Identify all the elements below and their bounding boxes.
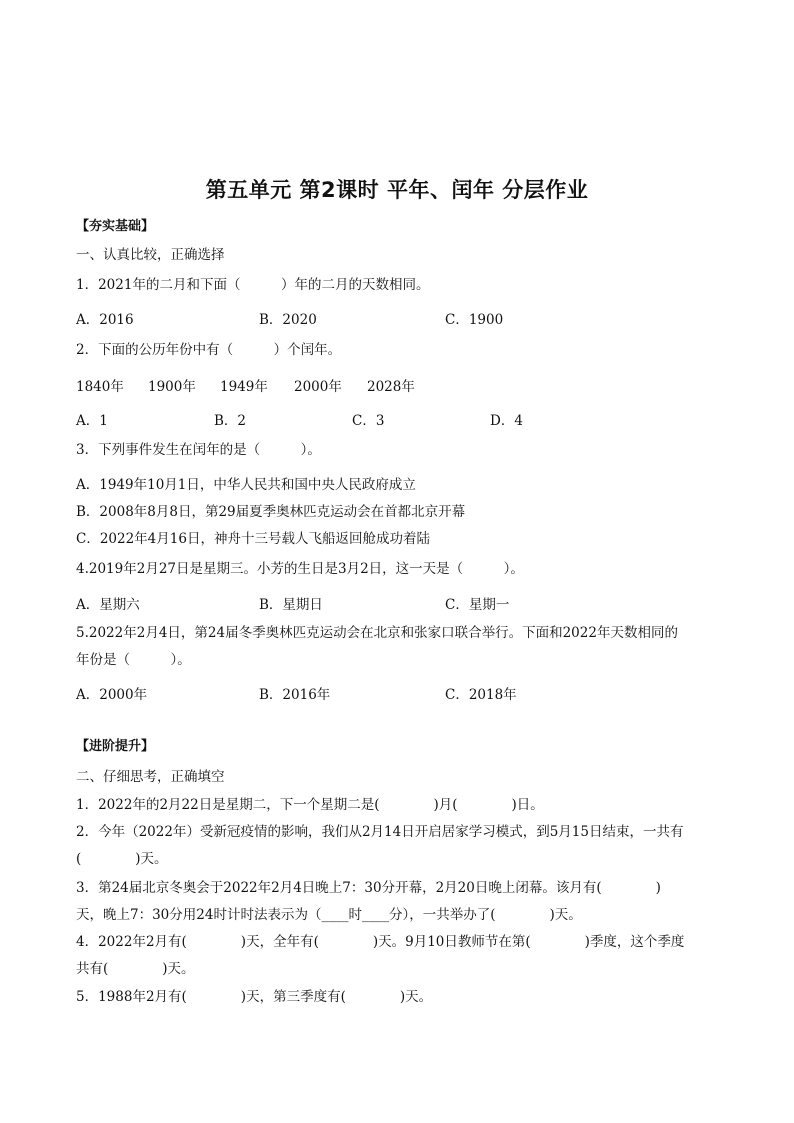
question-2-text: 2．下面的公历年份中有（ ）个闰年。 bbox=[76, 342, 342, 358]
q1-option-b: B．2020 bbox=[259, 312, 317, 328]
q2-year-1: 1840年 bbox=[76, 379, 124, 395]
fill-question-4-line1: 4．2022年2月有( )天，全年有( )天。9月10日教师节在第( )季度，这个季度 bbox=[76, 934, 685, 950]
question-3-text: 3．下列事件发生在闰年的是（ ）。 bbox=[76, 442, 321, 458]
q3-option-c: C．2022年4月16日，神舟十三号载人飞船返回舱成功着陆 bbox=[76, 531, 430, 547]
q2-option-c: C．3 bbox=[352, 413, 385, 429]
q1-option-a: A．2016 bbox=[76, 312, 134, 328]
q5-option-a: A．2000年 bbox=[76, 687, 148, 703]
q3-option-b: B．2008年8月8日，第29届夏季奥林匹克运动会在首都北京开幕 bbox=[76, 504, 466, 520]
question-5-text-line1: 5.2022年2月4日，第24届冬季奥林匹克运动会在北京和张家口联合举行。下面和2022年天数相同的 bbox=[76, 625, 678, 641]
q1-option-c: C．1900 bbox=[445, 312, 504, 328]
q4-option-b: B．星期日 bbox=[259, 597, 323, 613]
q3-option-a: A．1949年10月1日，中华人民共和国中央人民政府成立 bbox=[76, 477, 416, 493]
fill-question-2-line2: ( )天。 bbox=[76, 851, 168, 867]
q4-option-c: C．星期一 bbox=[445, 597, 510, 613]
fill-question-2-line1: 2．今年（2022年）受新冠疫情的影响，我们从2月14日开启居家学习模式，到5月15日结束，一共有 bbox=[76, 824, 684, 840]
fill-question-4-line2: 共有( )天。 bbox=[76, 961, 195, 977]
q2-option-a: A．1 bbox=[76, 413, 108, 429]
question-5-text-line2: 年份是（ ）。 bbox=[76, 652, 191, 668]
fill-question-1: 1．2022年的2月22日是星期二，下一个星期二是( )月( )日。 bbox=[76, 797, 544, 813]
q2-year-4: 2000年 bbox=[294, 379, 342, 395]
q4-option-a: A．星期六 bbox=[76, 597, 140, 613]
question-1-text: 1．2021年的二月和下面（ ）年的二月的天数相同。 bbox=[76, 277, 430, 293]
section-heading-fill: 二、仔细思考，正确填空 bbox=[76, 769, 225, 785]
fill-question-3-line2: 天，晚上7：30分用24时计时法表示为（____时____分），一共举办了( )天。 bbox=[76, 907, 582, 923]
q2-year-5: 2028年 bbox=[367, 379, 415, 395]
q2-year-3: 1949年 bbox=[220, 379, 268, 395]
q2-option-b: B．2 bbox=[214, 413, 247, 429]
question-4-text: 4.2019年2月27日是星期三。小芳的生日是3月2日，这一天是（ ）。 bbox=[76, 561, 524, 577]
fill-question-5: 5．1988年2月有( )天，第三季度有( )天。 bbox=[76, 989, 433, 1005]
section-header-basic: 【夯实基础】 bbox=[76, 219, 155, 234]
fill-question-3-line1: 3．第24届北京冬奥会于2022年2月4日晚上7：30分开幕，2月20日晚上闭幕。该月有( ) bbox=[76, 880, 661, 896]
q5-option-b: B．2016年 bbox=[259, 687, 331, 703]
section-header-advanced: 【进阶提升】 bbox=[76, 739, 155, 754]
section-heading-choice: 一、认真比较，正确选择 bbox=[76, 247, 225, 263]
page-title: 第五单元 第2课时 平年、闰年 分层作业 bbox=[205, 178, 589, 202]
q2-year-2: 1900年 bbox=[148, 379, 196, 395]
q2-option-d: D．4 bbox=[490, 413, 523, 429]
q5-option-c: C．2018年 bbox=[445, 687, 517, 703]
